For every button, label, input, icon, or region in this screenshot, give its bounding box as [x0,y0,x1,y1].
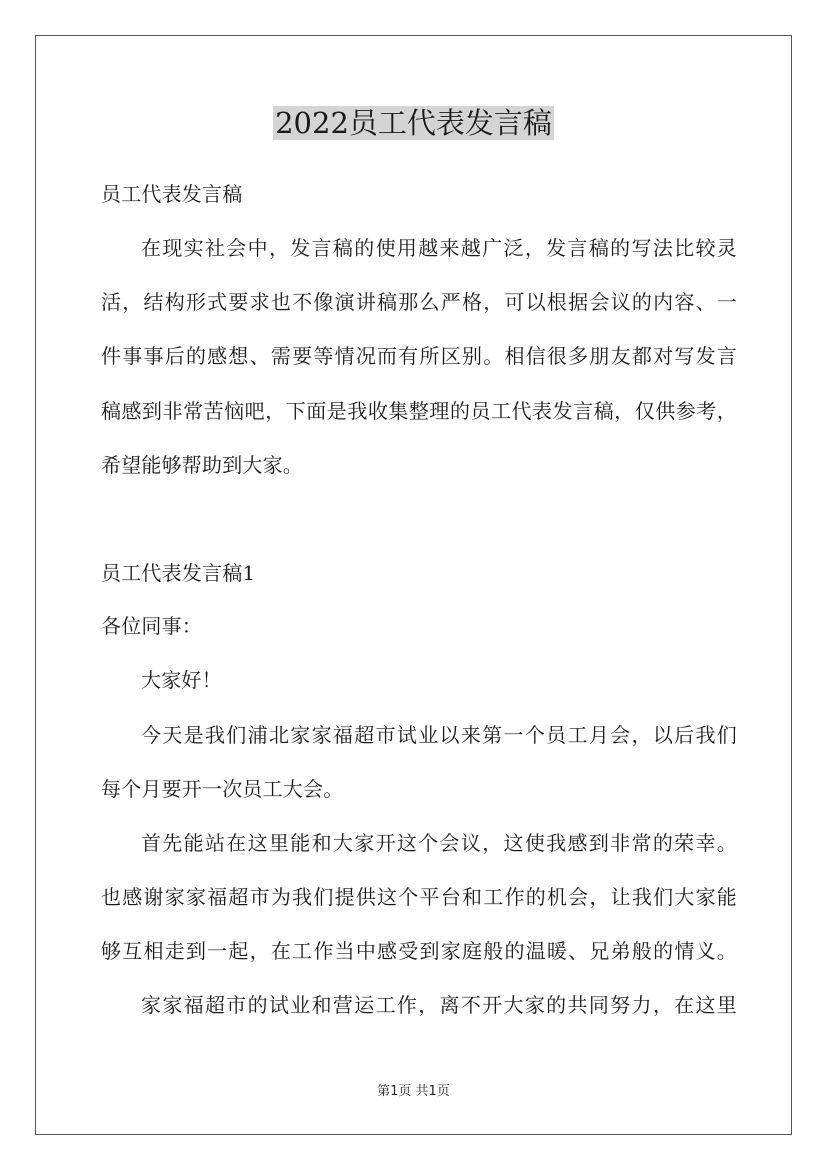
intro-line-4: 稿感到非常苦恼吧，下面是我收集整理的员工代表发言稿，仅供参考， [101,399,737,423]
intro-line-1: 在现实社会中，发言稿的使用越来越广泛，发言稿的写法比较灵 [141,236,737,260]
greeting: 大家好！ [141,668,222,692]
page-footer: 第1页 共1页 [377,1084,450,1099]
para2-line-3: 够互相走到一起，在工作当中感受到家庭般的温暖、兄弟般的情义。 [101,939,737,963]
salutation: 各位同事： [101,614,202,638]
para2-line-2: 也感谢家家福超市为我们提供这个平台和工作的机会，让我们大家能 [101,885,737,909]
document-title [0,103,827,143]
para1-line-2: 每个月要开一次员工大会。 [101,777,344,801]
document-title-text: 2022员工代表发言稿 [275,106,552,140]
intro-line-2: 活，结构形式要求也不像演讲稿那么严格，可以根据会议的内容、一 [101,290,737,314]
para2-line-1: 首先能站在这里能和大家开这个会议，这使我感到非常的荣幸。 [141,831,737,855]
para1-line-1: 今天是我们浦北家家福超市试业以来第一个员工月会，以后我们 [141,723,737,747]
para3-line-1: 家家福超市的试业和营运工作，离不开大家的共同努力，在这里 [141,993,737,1017]
intro-line-3: 件事事后的感想、需要等情况而有所区别。相信很多朋友都对写发言 [101,344,737,368]
intro-line-5: 希望能够帮助到大家。 [101,453,303,477]
section-heading: 员工代表发言稿1 [101,561,256,585]
document-subtitle: 员工代表发言稿 [101,182,243,206]
